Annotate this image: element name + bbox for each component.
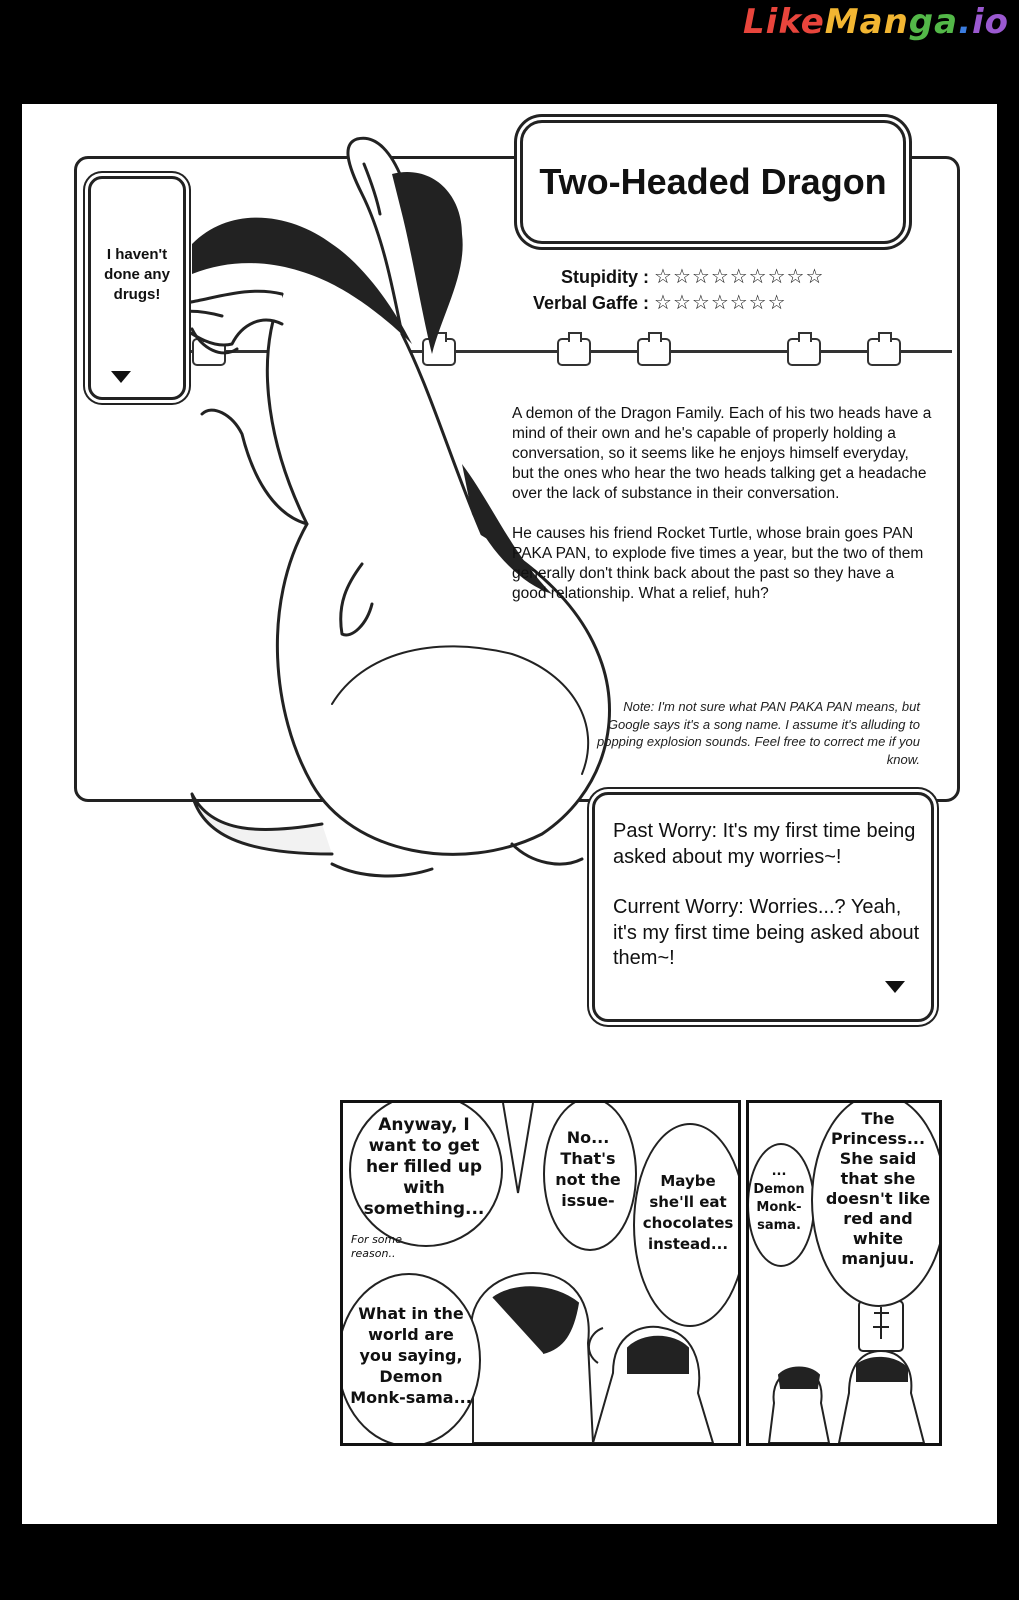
stat-label: Verbal Gaffe — [532, 293, 638, 313]
description-paragraph: A demon of the Dragon Family. Each of his two heads have a mind of their own and he's capable of properly holding a conversation, so it seems like he enjoys himself everyday, but the ones who hear the two heads talking get a headache over the lack of substance in their conversation. — [512, 405, 932, 502]
stat-separator: : — [643, 293, 650, 313]
speech-chocolates: Maybe she'll eat chocolates instead... — [642, 1172, 734, 1253]
star-rating-icon: ☆☆☆☆☆☆☆☆☆ — [654, 266, 825, 288]
speech-what-saying: What in the world are you saying, Demon Monk-sama... — [350, 1304, 472, 1407]
comic-panel-2 — [746, 1100, 942, 1446]
current-worry: Current Worry: Worries...? Yeah, it's my first time being asked about them~! — [613, 896, 920, 969]
speech-demon-monk: ... Demon Monk-sama. — [753, 1164, 805, 1233]
watermark-logo: LikeManga.io — [743, 2, 1009, 42]
stat-stupidity — [516, 264, 824, 290]
speech-princess: The Princess... She said that she doesn't like red and white manjuu. — [825, 1109, 931, 1268]
rail-clip — [867, 338, 901, 366]
next-arrow-icon — [885, 981, 905, 993]
speech-anyway: Anyway, I want to get her filled up with something... — [363, 1115, 485, 1219]
speech-no-issue: No... That's not the issue- — [555, 1128, 621, 1210]
stat-label: Stupidity — [561, 267, 638, 287]
character-description — [512, 404, 932, 624]
manga-page — [22, 104, 997, 1524]
dragon-speech-bubble — [88, 176, 186, 400]
worry-text — [613, 819, 923, 997]
star-rating-icon: ☆☆☆☆☆☆☆ — [654, 292, 787, 314]
stat-separator: : — [643, 267, 650, 287]
past-worry: Past Worry: It's my first time being asked about my worries~! — [613, 820, 916, 868]
rail-clip — [787, 338, 821, 366]
stats-block — [516, 264, 824, 316]
stat-verbal-gaffe — [516, 290, 824, 316]
worry-dialog — [592, 792, 934, 1022]
speech-text: I haven't done any drugs! — [104, 246, 170, 303]
translator-note: Note: I'm not sure what PAN PAKA PAN means, but Google says it's a song name. I assume it's alluding to popping explosion sounds. Feel free to correct me if you know. — [596, 699, 920, 767]
aside-for-some-reason: For some reason.. — [351, 1233, 403, 1260]
character-name: Two-Headed Dragon — [520, 120, 906, 244]
description-paragraph: He causes his friend Rocket Turtle, whose brain goes PAN PAKA PAN, to explode five times a year, but the two of them generally don't think back about the past so they have a good relationship. What a relief, huh? — [512, 525, 924, 602]
next-arrow-icon — [111, 371, 131, 383]
comic-panel-1 — [340, 1100, 741, 1446]
